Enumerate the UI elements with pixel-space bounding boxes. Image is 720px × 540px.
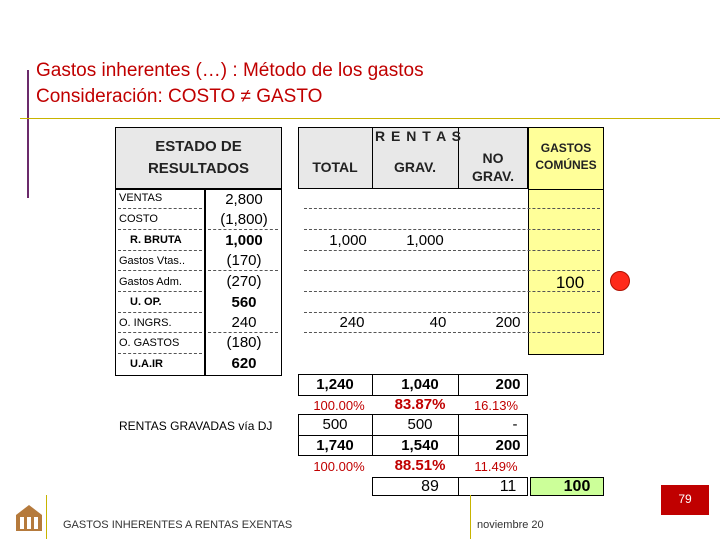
oingrs-nograv: 200 — [495, 314, 521, 331]
final-comunes: 100 — [563, 478, 591, 495]
accent-vertical-line — [27, 70, 29, 198]
summary-divider — [298, 435, 528, 436]
red-marker-icon — [610, 271, 630, 291]
row-label-gastos-adm: Gastos Adm. — [119, 276, 182, 288]
estado-dash — [118, 229, 202, 230]
r1-nograv: 200 — [495, 376, 521, 393]
rbruta-total: 1,000 — [329, 232, 367, 249]
estado-dash — [118, 353, 202, 354]
footer-divider — [46, 495, 47, 539]
r1-pct-total: 100.00% — [313, 398, 365, 413]
row-value-uair: 620 — [231, 355, 257, 372]
row-label-u-op: U. OP. — [130, 296, 162, 308]
row-label-o-ingrs: O. INGRS. — [119, 317, 172, 329]
row-value-ventas: 2,800 — [225, 191, 263, 208]
estado-header-line-1: ESTADO DE — [155, 138, 242, 155]
estado-dash — [118, 291, 202, 292]
rentas-divider — [372, 127, 373, 189]
footer-divider — [470, 495, 471, 539]
estado-dash — [118, 250, 202, 251]
row-label-uair: U.A.IR — [130, 358, 163, 370]
r2-grav: 500 — [407, 416, 433, 433]
r2-total: 500 — [322, 416, 348, 433]
r3-pct-total: 100.00% — [313, 459, 365, 474]
gastos-comunes-divider — [528, 189, 604, 190]
r3-pct-nograv: 11.49% — [474, 459, 518, 474]
rentas-dash — [304, 291, 600, 292]
r1-pct-grav: 83.87% — [394, 396, 446, 413]
r3-pct-grav: 88.51% — [394, 457, 446, 474]
summary-divider — [458, 374, 459, 396]
final-grav: 89 — [421, 478, 439, 495]
oingrs-total: 240 — [339, 314, 365, 331]
row-label-rbruta: R. BRUTA — [130, 234, 182, 246]
row-label-gastos-vtas: Gastos Vtas.. — [119, 255, 186, 267]
r1-total: 1,240 — [316, 376, 354, 393]
estado-dash — [118, 332, 202, 333]
r1-grav: 1,040 — [401, 376, 439, 393]
rbruta-grav: 1,000 — [406, 232, 444, 249]
row-label-o-gastos: O. GASTOS — [119, 337, 180, 349]
col-total-header: TOTAL — [312, 159, 358, 175]
logo-icon — [14, 503, 44, 533]
col-grav-header: GRAV. — [393, 159, 436, 175]
oingrs-grav: 40 — [429, 314, 447, 331]
rentas-dash — [304, 208, 600, 209]
r3-total: 1,740 — [316, 437, 354, 454]
col-nograv-header-line-2: GRAV. — [471, 168, 514, 184]
row-label-costo: COSTO — [119, 213, 158, 225]
summary-divider — [458, 414, 459, 456]
footer-date: noviembre 20 — [477, 519, 544, 531]
page-number-badge: 79 — [661, 485, 709, 515]
rentas-dash — [304, 332, 600, 333]
gastos-comunes-header-line-2: COMÚNES — [535, 158, 597, 172]
title-line-2: Consideración: COSTO ≠ GASTO — [36, 86, 323, 107]
row-value-o-ingrs: 240 — [231, 314, 257, 331]
r3-nograv: 200 — [495, 437, 521, 454]
rentas-dash — [304, 312, 600, 313]
row-label-ventas: VENTAS — [119, 192, 163, 204]
row-value-o-gastos: (180) — [226, 334, 262, 351]
rentas-header: R E N T A S — [375, 128, 462, 144]
gastos-comunes-value: 100 — [555, 273, 585, 292]
final-nograv: 11 — [499, 478, 517, 495]
r1-pct-nograv: 16.13% — [473, 398, 519, 413]
rentas-dash — [304, 270, 600, 271]
r3-grav: 1,540 — [401, 437, 439, 454]
estado-dash — [208, 332, 278, 333]
row-value-gastos-adm: (270) — [226, 273, 262, 290]
estado-dash — [118, 270, 202, 271]
estado-dash — [118, 312, 202, 313]
footer-left-text: GASTOS INHERENTES A RENTAS EXENTAS — [63, 519, 293, 531]
accent-horizontal-line — [20, 118, 720, 119]
estado-header-box — [115, 127, 282, 189]
estado-dash — [208, 229, 278, 230]
summary-divider — [372, 374, 373, 396]
col-nograv-header-line-1: NO — [482, 150, 504, 166]
estado-dash — [208, 270, 278, 271]
row-value-rbruta: 1,000 — [225, 232, 263, 249]
gastos-comunes-header-line-1: GASTOS — [540, 141, 592, 155]
row-value-gastos-vtas: (170) — [226, 252, 262, 269]
title-line-1: Gastos inherentes (…) : Método de los gastos — [36, 60, 424, 81]
row-value-costo: (1,800) — [220, 211, 268, 228]
row-value-u-op: 560 — [231, 294, 257, 311]
rentas-dash — [304, 250, 600, 251]
estado-header-line-2: RESULTADOS — [147, 160, 250, 177]
rentas-dj-label: RENTAS GRAVADAS vía DJ — [119, 419, 273, 433]
r2-nograv: - — [512, 416, 518, 433]
summary-divider — [372, 414, 373, 456]
estado-dash — [118, 208, 202, 209]
rentas-dash — [304, 229, 600, 230]
